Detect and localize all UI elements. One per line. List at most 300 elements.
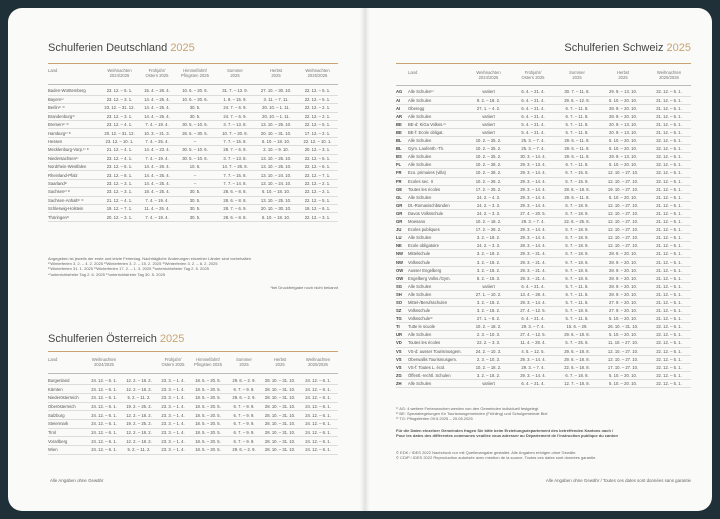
table-cell: 29. 3. – 14. 4. xyxy=(511,169,555,177)
table-cell: 30. 5. xyxy=(175,213,215,221)
table-cell: 20. 10. – 1. 11. xyxy=(255,112,297,120)
table-cell: 28. 10. – 31. 10. xyxy=(262,411,298,420)
table-cell: 13. 10. – 24. 10. xyxy=(255,179,297,187)
austria-table xyxy=(48,357,338,455)
table-cell: 29. 9. – 13. 10. xyxy=(599,88,647,96)
table-cell: 24. 12. – 6. 1. xyxy=(86,428,122,437)
table-cell: 28. 10. – 31. 10. xyxy=(262,385,298,394)
column-header: Frühjahr/ Ostern 2025 xyxy=(161,357,185,368)
table-cell: Wien xyxy=(48,446,86,455)
table-cell: 12. 2. – 18. 2. xyxy=(122,376,156,385)
table-cell: 23. 3. – 1. 4. xyxy=(156,411,190,420)
table-row xyxy=(396,128,691,136)
table-cell: 29. 3. – 13. 4. xyxy=(511,161,555,169)
table-row xyxy=(396,266,691,274)
table-cell: 28. 9. – 20. 10. xyxy=(599,112,647,120)
table-cell: 28. 9. – 20. 10. xyxy=(599,274,647,282)
table-cell: 30. 5. xyxy=(175,104,215,112)
table-cell: Saarland²⁾ xyxy=(48,179,100,187)
table-cell: 29. 3. – 14. 4. xyxy=(511,201,555,209)
table-cell: 27. 4. – 12. 5. xyxy=(511,331,555,339)
table-cell: 12. 2. – 18. 2. xyxy=(122,428,156,437)
table-cell: 5. 2. – 11. 2. xyxy=(122,393,156,402)
table-row xyxy=(396,185,691,193)
table-cell: 29. 6. – 11. 8. xyxy=(555,153,599,161)
table-cell: 6. 7. – 18. 8. xyxy=(555,209,599,217)
note-line: ⁴⁾unterrichtsfreier Tag 2. 6. 2025 ⁵⁾unterrichtsfreier Tag 30. 5. 2025 xyxy=(48,271,166,277)
table-cell: 29. 6. – 2. 9. xyxy=(226,446,262,455)
table-cell: 6. 7. – 18. 8. xyxy=(555,266,599,274)
table-cell: Alle Schulen xyxy=(408,161,466,169)
table-cell: 17. 12. – 2. 1. xyxy=(297,129,338,137)
table-cell: 29. 6. – 18. 8. xyxy=(555,331,599,339)
table-cell: 29. 9. – 13. 10. xyxy=(599,153,647,161)
table-cell: 22. 12. – 5. 1. xyxy=(297,95,338,103)
table-cell: 12. 10. – 27. 10. xyxy=(599,177,647,185)
table-cell: 18. 4. – 25. 4. xyxy=(139,188,175,196)
table-cell: 15. 6. – 29. xyxy=(555,323,599,331)
table-cell: 24. 12. – 6. 1. xyxy=(86,402,122,411)
table-cell: 6. 7. – 18. 8. xyxy=(555,371,599,379)
table-cell: 28. 6. – 8. 8. xyxy=(215,213,255,221)
table-cell: VS xyxy=(396,363,408,371)
table-cell: VS xyxy=(396,355,408,363)
table-cell: 17. 10. – 27. 10. xyxy=(599,363,647,371)
table-cell: 10. 3. – 21. 3. xyxy=(139,129,175,137)
table-cell: Alle Schulen xyxy=(408,153,466,161)
table-cell: 5. 10. – 20. 10. xyxy=(599,315,647,323)
switzerland-title-rule xyxy=(396,63,691,64)
table-row xyxy=(396,161,691,169)
table-cell: 28. 10. – 31. 10. xyxy=(262,393,298,402)
table-cell: – xyxy=(175,137,215,145)
table-cell: 23. 3. – 1. 4. xyxy=(156,437,190,446)
table-cell: Brandenburg³⁾ xyxy=(48,112,100,120)
table-cell: Tutte le scuole xyxy=(408,323,466,331)
table-cell: 21. 12. – 5. 1. xyxy=(647,218,691,226)
table-cell: 7. 4. – 19. 4. xyxy=(139,213,175,221)
table-cell: BL xyxy=(396,145,408,153)
table-cell: 10. 2. – 28. 2. xyxy=(466,177,511,185)
table-cell: 29. 6. – 11. 8. xyxy=(555,137,599,145)
column-header: Land xyxy=(48,357,58,362)
table-row xyxy=(48,171,338,179)
table-cell: 29. 3. – 14. 4. xyxy=(511,177,555,185)
table-cell: 21. 12. – 5. 1. xyxy=(647,226,691,234)
table-cell: 6. 7. – 9. 9. xyxy=(226,419,262,428)
table-cell: 5. 7. – 25. 8. xyxy=(555,339,599,347)
table-cell: 22. 12. – 5. 1. xyxy=(297,121,338,129)
table-cell: 21. 12. – 5. 1. xyxy=(647,282,691,290)
table-cell: 23. 12. – 6. 1. xyxy=(100,163,139,171)
table-cell: 29. 3. – 7. 4. xyxy=(511,218,555,226)
table-cell: 21. 12. – 5. 1. xyxy=(647,298,691,306)
table-cell: 2. 10. – 9. 10. xyxy=(255,146,297,154)
table-cell: 23. 3. – 1. 4. xyxy=(156,385,190,394)
table-cell: 23. 12. – 3. 1. xyxy=(100,95,139,103)
table-cell: 24. 12. – 6. 1. xyxy=(86,419,122,428)
table-cell: 10. 6. – 20. 6. xyxy=(175,95,215,103)
table-cell: 19. 12. – 6. 1. xyxy=(297,204,338,212)
table-cell: 27. 10. – 30. 10. xyxy=(255,87,297,95)
table-cell: JU xyxy=(396,226,408,234)
note-line: © CDIP / IDES 2022 Reproduction autorisée avec mention de la source. Toutes ces dates sont données garantie. xyxy=(396,455,597,461)
table-cell: 21. 12. – 5. 1. xyxy=(647,258,691,266)
table-cell: 22. 12. – 5. 1. xyxy=(647,161,691,169)
table-cell: 28. 10. – 31. 10. xyxy=(262,446,298,455)
table-cell: 24. 12. – 6. 1. xyxy=(298,446,338,455)
table-cell: TG xyxy=(396,315,408,323)
column-header: Weihnachten 2024/2025 xyxy=(107,68,132,79)
table-cell: 6. 7. – 9. 9. xyxy=(226,385,262,394)
table-cell: Alle Schulen¹⁾ xyxy=(408,88,466,96)
table-row xyxy=(48,112,338,120)
table-cell: 17. 2. – 28. 2. xyxy=(466,226,511,234)
table-cell: 20. 9. – 13. 10. xyxy=(599,120,647,128)
table-cell: NW xyxy=(396,250,408,258)
column-header: Herbst 2025 xyxy=(616,70,630,81)
table-row xyxy=(396,355,691,363)
table-cell: 23. 3. – 1. 4. xyxy=(156,428,190,437)
table-cell: ZH xyxy=(396,379,408,387)
table-cell: 6. 7. – 9. 9. xyxy=(226,428,262,437)
table-cell: 24. 12. – 6. 1. xyxy=(86,411,122,420)
table-cell: Mittelschule xyxy=(408,250,466,258)
table-cell: 29. 3. – 14. 4. xyxy=(511,185,555,193)
table-cell: Ecoles publiques xyxy=(408,226,466,234)
table-cell: FR xyxy=(396,169,408,177)
table-cell: 27. 4. – 12. 5. xyxy=(511,307,555,315)
table-cell: 7. 4. – 25. 4. xyxy=(139,137,175,145)
table-cell: 12. 10. – 27. 10. xyxy=(599,355,647,363)
table-cell: 5. 7. – 11. 8. xyxy=(555,120,599,128)
column-header: Himmelfahrt/ Pfingsten 2025 xyxy=(181,68,209,79)
table-cell: SZ xyxy=(396,307,408,315)
table-row xyxy=(396,120,691,128)
table-cell: 24. 2. – 3. 3. xyxy=(466,242,511,250)
table-cell: 14. 4. – 23. 4. xyxy=(139,146,175,154)
table-row xyxy=(396,145,691,153)
table-cell: 6. 10. – 18. 10. xyxy=(255,137,297,145)
left-footer: Alle Angaben ohne Gewähr xyxy=(50,478,104,483)
table-cell: 10. 2. – 25. 2. xyxy=(466,137,511,145)
table-cell: 3. 2. – 18. 2. xyxy=(466,307,511,315)
table-cell: 22. 12. – 5. 1. xyxy=(647,137,691,145)
table-cell: variiert xyxy=(466,379,511,387)
table-cell: 28. 10. – 31. 10. xyxy=(262,376,298,385)
table-cell: 24. 2. – 10. 3. xyxy=(466,347,511,355)
table-cell: AG xyxy=(396,88,408,96)
table-cell: 28. 9. – 20. 10. xyxy=(599,282,647,290)
column-header xyxy=(122,357,156,373)
table-cell: 27. 1. – 4. 2. xyxy=(466,104,511,112)
table-cell: 12. 10. – 27. 10. xyxy=(599,242,647,250)
table-cell: 30. 5. xyxy=(175,188,215,196)
table-cell: 30. 7. – 11. 8. xyxy=(555,88,599,96)
table-cell: 30. 5. xyxy=(175,112,215,120)
table-cell: 26. 10. – 31. 10. xyxy=(599,323,647,331)
table-cell: Thüringen²⁾ xyxy=(48,213,100,221)
table-cell: 25. 3. – 7. 4. xyxy=(511,145,555,153)
table-cell: 14. 4. – 25. 4. xyxy=(139,95,175,103)
table-cell: 24. 12. – 6. 1. xyxy=(298,385,338,394)
table-cell: FL xyxy=(396,161,408,169)
table-cell: GR xyxy=(396,201,408,209)
table-cell: 29. 3. – 14. 4. xyxy=(511,234,555,242)
table-cell: 6. 4. – 21. 4. xyxy=(511,315,555,323)
table-cell: 20. 12. – 31. 12. xyxy=(100,129,139,137)
column-header: Herbst 2025 xyxy=(269,68,283,79)
table-cell: 30. 5. – 10. 6. xyxy=(175,146,215,154)
table-cell: 21. 12. – 5. 1. xyxy=(647,193,691,201)
table-cell: 19. 2. – 25. 2. xyxy=(122,419,156,428)
table-cell: 19. 10. – 27. 10. xyxy=(599,185,647,193)
table-cell: 17. 2. – 25. 2. xyxy=(466,185,511,193)
table-row xyxy=(396,331,691,339)
table-cell: Öffentl.-rechtl. Schulen xyxy=(408,371,466,379)
table-cell: 23. 12. – 3. 1. xyxy=(100,112,139,120)
table-cell: 6. 4. – 21. 4. xyxy=(511,282,555,290)
table-cell: Ecole obligatoire xyxy=(408,242,466,250)
table-cell: 22. 12. – 5. 1. xyxy=(647,371,691,379)
table-cell: 24. 12. – 6. 1. xyxy=(86,437,122,446)
table-cell: 5. 10. – 20. 10. xyxy=(599,137,647,145)
table-cell: 28. 9. – 20. 10. xyxy=(599,290,647,298)
switzerland-copyright xyxy=(396,450,691,460)
table-cell: 5. 10. – 20. 10. xyxy=(599,371,647,379)
austria-title: Schulferien Österreich 2025 xyxy=(48,333,185,345)
table-cell: 28. 7. – 6. 9. xyxy=(215,146,255,154)
table-cell: 7. 4. – 19. 4. xyxy=(139,121,175,129)
table-cell: SH xyxy=(396,290,408,298)
table-cell: 6. 7. – 15. 8. xyxy=(555,169,599,177)
table-row xyxy=(396,339,691,347)
table-cell: 14. 4. – 25. 4. xyxy=(139,171,175,179)
table-cell: AI xyxy=(396,104,408,112)
table-cell: 13. 10. – 25. 10. xyxy=(255,154,297,162)
table-cell: Volksschule xyxy=(408,307,466,315)
table-cell: 5. 7. – 18. 8. xyxy=(555,242,599,250)
table-cell: Mittel-/Berufsschulen xyxy=(408,298,466,306)
table-cell: 22. 12. – 6. 1. xyxy=(647,323,691,331)
table-header-row xyxy=(396,70,691,85)
table-cell: Berlin¹⁾ ³⁾ xyxy=(48,104,100,112)
table-cell: 24. 12. – 6. 1. xyxy=(298,402,338,411)
table-cell: 6. 4. – 21. 4. xyxy=(511,96,555,104)
table-cell: 23. 12. – 3. 1. xyxy=(100,188,139,196)
table-cell: 22. 12. – 5. 1. xyxy=(647,169,691,177)
table-row xyxy=(396,218,691,226)
table-cell: 24. 2. – 3. 3. xyxy=(466,209,511,217)
table-cell: 22. 12. – 5. 1. xyxy=(647,379,691,387)
table-cell: 10. 2. – 25. 2. xyxy=(466,145,511,153)
table-cell: 31. 7. – 13. 9. xyxy=(215,87,255,95)
column-header: Himmelfahrt/ Pfingsten 2025 xyxy=(194,357,222,368)
table-cell: 7. 7. – 14. 8. xyxy=(215,179,255,187)
table-cell: Alle Schulen xyxy=(408,137,466,145)
table-row xyxy=(48,376,338,385)
table-cell: 5. 10. – 20. 10. xyxy=(599,379,647,387)
table-cell: 21. 12. – 5. 1. xyxy=(647,104,691,112)
table-cell: 13. 10. – 25. 10. xyxy=(255,121,297,129)
table-cell: 6. 7. – 18. 8. xyxy=(555,234,599,242)
column-header: Land xyxy=(48,68,58,73)
table-row xyxy=(396,169,691,177)
table-cell: 29. 6. – 12. 8. xyxy=(555,96,599,104)
table-cell: 22. 12. – 5. 1. xyxy=(647,88,691,96)
table-cell: 22. 12. – 5. 1. xyxy=(647,363,691,371)
table-cell: 28. 9. – 20. 10. xyxy=(599,266,647,274)
table-row xyxy=(48,121,338,129)
table-cell: 22. 12. – 2. 1. xyxy=(297,112,338,120)
table-cell: 6. 7. – 9. 9. xyxy=(226,411,262,420)
table-row xyxy=(396,298,691,306)
table-cell: 6. 7. – 11. 8. xyxy=(555,112,599,120)
table-cell: 12. 2. – 18. 2. xyxy=(122,437,156,446)
table-cell: 22. 12. – 5. 1. xyxy=(297,154,338,162)
table-cell: 3. 2. – 18. 2. xyxy=(466,298,511,306)
table-cell: 5. 10. – 20. 10. xyxy=(599,96,647,104)
table-cell: 4. 5. – 12. 5. xyxy=(511,347,555,355)
table-cell: 3. 2. – 18. 2. xyxy=(466,258,511,266)
table-cell: Volksschule xyxy=(408,258,466,266)
table-cell: BS xyxy=(396,153,408,161)
table-cell: variiert xyxy=(466,88,511,96)
table-cell: LU xyxy=(396,234,408,242)
table-row xyxy=(48,393,338,402)
table-cell: 19. 12. – 7. 1. xyxy=(100,204,139,212)
table-cell: 12. 10. – 27. 10. xyxy=(599,347,647,355)
table-cell: Alle Schulen xyxy=(408,290,466,298)
table-cell: OW xyxy=(396,266,408,274)
note-line: © EDK / IDES 2022 Nachdruck nur mit Quellenangabe gestattet. Alle Angaben erfolgen ohne Gewähr. xyxy=(396,450,577,455)
table-cell: 28. 10. – 31. 10. xyxy=(262,402,298,411)
column-header: Herbst 2025 xyxy=(273,357,287,368)
column-header: Sommer 2025 xyxy=(569,70,585,81)
table-cell: 22. 12. – 7. 1. xyxy=(297,171,338,179)
table-row xyxy=(48,129,338,137)
table-cell: 5. 7. – 18. 8. xyxy=(555,307,599,315)
table-cell: 10. 2. – 25. 2. xyxy=(466,153,511,161)
table-cell: 28. 6. – 8. 8. xyxy=(215,196,255,204)
table-cell: 27. 1. – 8. 2. xyxy=(466,315,511,323)
table-row xyxy=(48,402,338,411)
table-header-row xyxy=(48,357,338,373)
table-row xyxy=(396,104,691,112)
table-cell: Alle Schulen xyxy=(408,96,466,104)
table-row xyxy=(396,96,691,104)
table-cell: 21. 12. – 5. 1. xyxy=(647,274,691,282)
table-cell: 21. 12. – 5. 1. xyxy=(647,120,691,128)
table-cell: SG xyxy=(396,282,408,290)
table-cell: 3. 2. – 18. 2. xyxy=(466,250,511,258)
table-cell: FR xyxy=(396,177,408,185)
table-cell: 29. 6. – 2. 9. xyxy=(226,393,262,402)
table-cell: UR xyxy=(396,331,408,339)
table-cell: Ecoles sec. II xyxy=(408,177,466,185)
table-cell: 22. 12. – 5. 1. xyxy=(647,153,691,161)
table-cell: 6. 7. – 9. 9. xyxy=(226,402,262,411)
table-cell: 21. 12. – 5. 1. xyxy=(647,250,691,258)
table-cell: Sachsen-Anhalt²⁾ ³⁾ xyxy=(48,196,100,204)
table-cell: 20. 10. – 1. 11. xyxy=(255,104,297,112)
table-cell: 22. 2. – 3. 3. xyxy=(466,339,511,347)
column-header: Weihnachten 2024/2025 xyxy=(91,357,117,368)
table-row xyxy=(396,274,691,282)
table-row xyxy=(48,196,338,204)
table-cell: 12. 10. – 27. 10. xyxy=(599,169,647,177)
table-cell: 24. 12. – 6. 1. xyxy=(86,393,122,402)
table-cell: 22. 12. – 5. 1. xyxy=(647,177,691,185)
note-line: ¹⁾Winterferien 31. 1. 2025 ²⁾Winterferien 17. 2. – 1. 3. 2025 ³⁾unterrichtsfreier Tag 2. 5. 2025 xyxy=(48,266,209,272)
table-cell: 21. 12. – 5. 1. xyxy=(647,307,691,315)
note-line: Angegeben ist jeweils der erste und letzte Ferientag. Nachträgliche Änderungen einzelner Länder sind vorbehalten xyxy=(48,256,252,261)
table-cell: 21. 12. – 5. 1. xyxy=(647,185,691,193)
table-cell: 27. 9. – 20. 10. xyxy=(599,298,647,306)
table-cell: BE-d: KiGa Volkss.²⁾ xyxy=(408,120,466,128)
table-cell: Alle Schulen xyxy=(408,282,466,290)
germany-notes xyxy=(48,256,338,277)
table-cell: 22. 12. – 2. 1. xyxy=(297,179,338,187)
table-cell: 30. 5. xyxy=(175,196,215,204)
table-row xyxy=(48,446,338,455)
table-cell: 21. 12. – 5. 1. xyxy=(647,96,691,104)
table-cell: 21. 12. – 4. 1. xyxy=(100,196,139,204)
table-cell: 18. 5. – 20. 5. xyxy=(190,411,226,420)
table-cell: 10. 7. – 20. 8. xyxy=(215,129,255,137)
table-cell: 12. 2. – 18. 2. xyxy=(122,411,156,420)
table-cell: 14. 4. – 25. 4. xyxy=(139,179,175,187)
table-cell: 13. 10. – 24. 10. xyxy=(255,171,297,179)
table-cell: Schleswig-Holstein xyxy=(48,204,100,212)
column-header: Frühjahr/ Ostern 2025 xyxy=(145,68,169,79)
table-cell: 27. 9. – 20. 10. xyxy=(599,307,647,315)
table-cell: 29. 3. – 21. 4. xyxy=(511,258,555,266)
switzerland-title: Schulferien Schweiz 2025 xyxy=(564,42,691,54)
table-cell: Alle Schulen xyxy=(408,112,466,120)
table-row xyxy=(48,428,338,437)
table-cell: 18. 5. – 20. 5. xyxy=(190,376,226,385)
table-cell: 22. 12. – 5. 1. xyxy=(647,331,691,339)
table-cell: Mecklenburg-Vorp.¹⁾ ³⁾ xyxy=(48,146,100,154)
table-cell: 28. 10. – 31. 10. xyxy=(262,437,298,446)
table-cell: 21. 12. – 5. 1. xyxy=(647,290,691,298)
table-cell: 5. 4. – 21. 4. xyxy=(511,128,555,136)
table-cell: 28. 9. – 20. 10. xyxy=(599,104,647,112)
table-cell: 29. 3. – 7. 4. xyxy=(511,323,555,331)
table-cell: Oberegg xyxy=(408,104,466,112)
table-cell: 29. 6. – 18. 8. xyxy=(555,355,599,363)
table-cell: 10. 2. – 28. 2. xyxy=(466,169,511,177)
table-cell: 3. 11. – 7. 11. xyxy=(255,95,297,103)
table-row xyxy=(48,163,338,171)
table-cell: VD xyxy=(396,339,408,347)
table-cell: Eco. primaires (villa) xyxy=(408,169,466,177)
table-cell: 29. 3. – 21. 4. xyxy=(511,250,555,258)
table-row xyxy=(396,315,691,323)
table-row xyxy=(48,437,338,446)
table-cell: 20. 12. – 3. 1. xyxy=(297,146,338,154)
table-cell: 22. 12. – 5. 1. xyxy=(297,196,338,204)
table-row xyxy=(396,307,691,315)
table-cell: 29. 6. – 18. 8. xyxy=(555,347,599,355)
left-page xyxy=(48,8,338,511)
table-cell: BE-f: Ecole obligat. xyxy=(408,128,466,136)
table-cell: 5. 7. – 11. 8. xyxy=(555,282,599,290)
table-cell: 27. 4. – 20. 5. xyxy=(511,209,555,217)
table-cell: – xyxy=(175,179,215,187)
table-cell: Burgenland xyxy=(48,376,86,385)
